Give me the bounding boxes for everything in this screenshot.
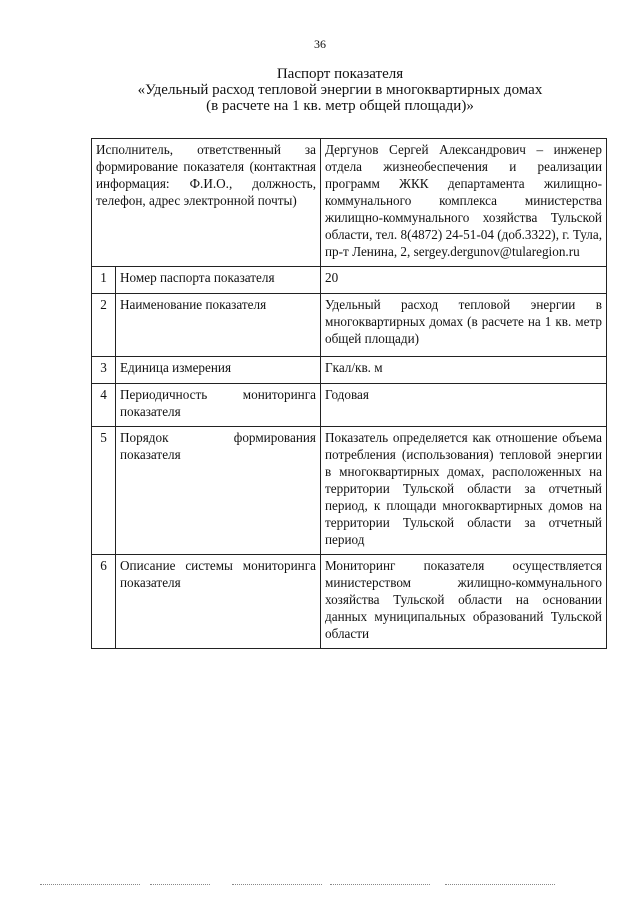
row-label: Номер паспорта показателя bbox=[116, 267, 321, 294]
footer-divider bbox=[150, 884, 210, 885]
title-line-2: «Удельный расход тепловой энергии в многоквартирных домах bbox=[137, 82, 543, 98]
row-number: 2 bbox=[92, 294, 116, 357]
footer-divider bbox=[232, 884, 322, 885]
title-line-3: (в расчете на 1 кв. метр общей площади)» bbox=[206, 98, 474, 114]
row-label: Единица измерения bbox=[116, 357, 321, 384]
row-value: Гкал/кв. м bbox=[321, 357, 607, 384]
table-row bbox=[92, 555, 607, 649]
footer-divider bbox=[40, 884, 140, 885]
row-value: Показатель определяется как отношение объема потребления (использования) тепловой энергии в многоквартирных домах, расположенных на территории Тульской области за отчетный период, к площади многоквартирных домов на территории Тульской области за отчетный период bbox=[321, 427, 607, 555]
executor-row bbox=[92, 139, 607, 267]
row-value: 20 bbox=[321, 267, 607, 294]
row-number: 5 bbox=[92, 427, 116, 555]
footer-divider bbox=[445, 884, 555, 885]
passport-table bbox=[91, 138, 607, 649]
row-number: 4 bbox=[92, 384, 116, 427]
table-row bbox=[92, 294, 607, 357]
executor-value: Дергунов Сергей Александрович – инженер отдела жизнеобеспечения и реализации программ ЖКК департамента жилищно-коммунального комплекса министерства жилищно-коммунального хозяйства Тульской области, тел. 8(4872) 24-51-04 (доб.3322), г. Тула, пр-т Ленина, 2, sergey.dergunov@tularegion.ru bbox=[321, 139, 607, 267]
row-number: 3 bbox=[92, 357, 116, 384]
row-number: 1 bbox=[92, 267, 116, 294]
table-row bbox=[92, 357, 607, 384]
row-label: Периодичность мониторинга показателя bbox=[116, 384, 321, 427]
document-title bbox=[60, 66, 620, 114]
row-value: Мониторинг показателя осуществляется министерством жилищно-коммунального хозяйства Тульской области на основании данных муниципальных образований Тульской области bbox=[321, 555, 607, 649]
row-label: Наименование показателя bbox=[116, 294, 321, 357]
row-label: Описание системы мониторинга показателя bbox=[116, 555, 321, 649]
table-row bbox=[92, 384, 607, 427]
footer-divider bbox=[330, 884, 430, 885]
row-number: 6 bbox=[92, 555, 116, 649]
row-value: Удельный расход тепловой энергии в многоквартирных домах (в расчете на 1 кв. метр общей площади) bbox=[321, 294, 607, 357]
page-number: 36 bbox=[314, 37, 326, 51]
executor-label: Исполнитель, ответственный за формирование показателя (контактная информация: Ф.И.О., должность, телефон, адрес электронной почты) bbox=[92, 139, 321, 267]
table-row bbox=[92, 267, 607, 294]
table-row bbox=[92, 427, 607, 555]
row-label: Порядок формирования показателя bbox=[116, 427, 321, 555]
title-line-1: Паспорт показателя bbox=[276, 66, 404, 82]
row-value: Годовая bbox=[321, 384, 607, 427]
